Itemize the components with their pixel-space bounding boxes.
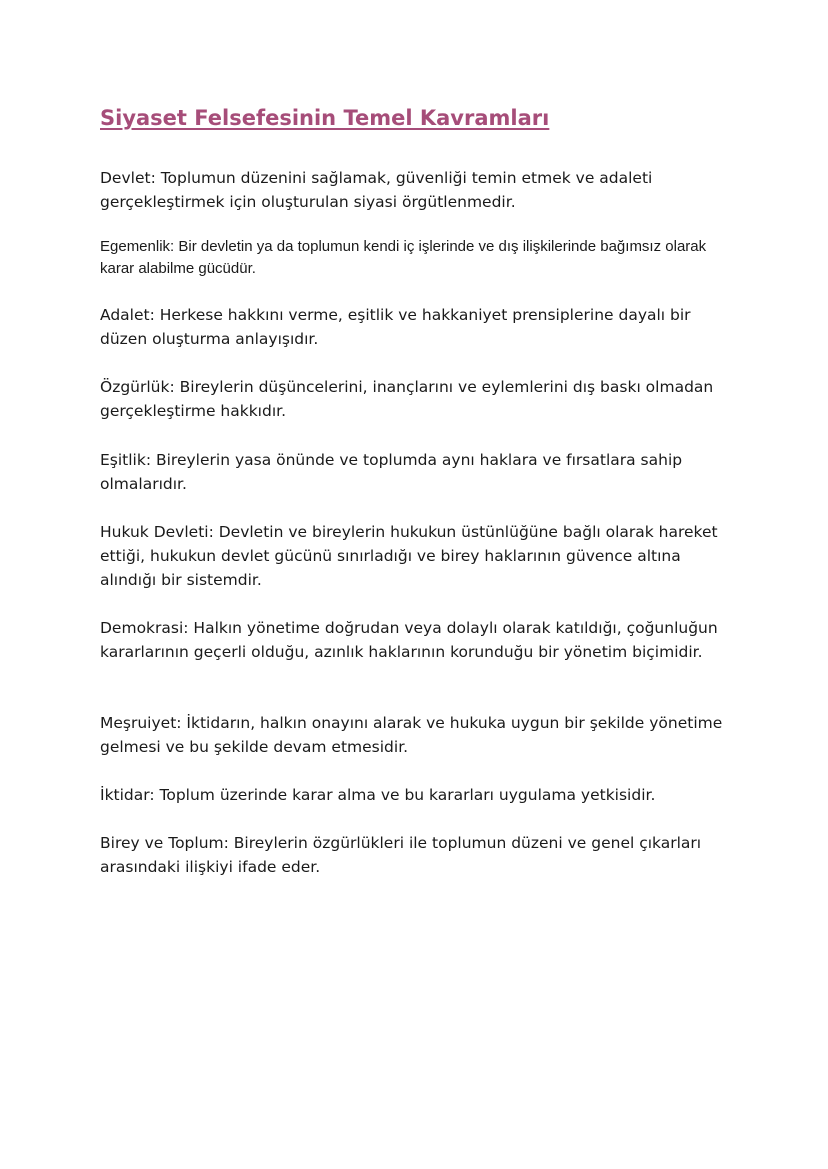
definition-hukuk-devleti: Hukuk Devleti: Devletin ve bireylerin hukukun üstünlüğüne bağlı olarak hareket ettiği, hukukun devlet gücünü sınırladığı ve birey haklarının güvence altına alındığı bir sistemdir. — [100, 523, 718, 589]
definition-ozgurluk: Özgürlük: Bireylerin düşüncelerini, inançlarını ve eylemlerini dış baskı olmadan gerçekleştirme hakkıdır. — [100, 378, 714, 420]
definition-mesruiyet: Meşruiyet: İktidarın, halkın onayını alarak ve hukuka uygun bir şekilde yönetime gelmesi ve bu şekilde devam etmesidir. — [100, 714, 723, 756]
definition-egemenlik: Egemenlik: Bir devletin ya da toplumun kendi iç işlerinde ve dış ilişkilerinde bağımsız olarak karar alabilme gücüdür. — [100, 238, 707, 277]
definition-esitlik: Eşitlik: Bireylerin yasa önünde ve toplumda aynı haklara ve fırsatlara sahip olmalarıdır. — [100, 451, 683, 493]
definition-birey-ve-toplum: Birey ve Toplum: Bireylerin özgürlükleri ile toplumun düzeni ve genel çıkarları arasındaki ilişkiyi ifade eder. — [100, 834, 702, 876]
page-title: Siyaset Felsefesinin Temel Kavramları — [100, 106, 550, 130]
definition-adalet: Adalet: Herkese hakkını verme, eşitlik ve hakkaniyet prensiplerine dayalı bir düzen oluşturma anlayışıdır. — [100, 306, 691, 348]
definition-iktidar: İktidar: Toplum üzerinde karar alma ve bu kararları uygulama yetkisidir. — [100, 786, 656, 804]
definition-demokrasi: Demokrasi: Halkın yönetime doğrudan veya dolaylı olarak katıldığı, çoğunluğun kararlarının geçerli olduğu, azınlık haklarının korunduğu bir yönetim biçimidir. — [100, 619, 718, 661]
definition-devlet: Devlet: Toplumun düzenini sağlamak, güvenliği temin etmek ve adaleti gerçekleştirmek için oluşturulan siyasi örgütlenmedir. — [100, 169, 653, 211]
